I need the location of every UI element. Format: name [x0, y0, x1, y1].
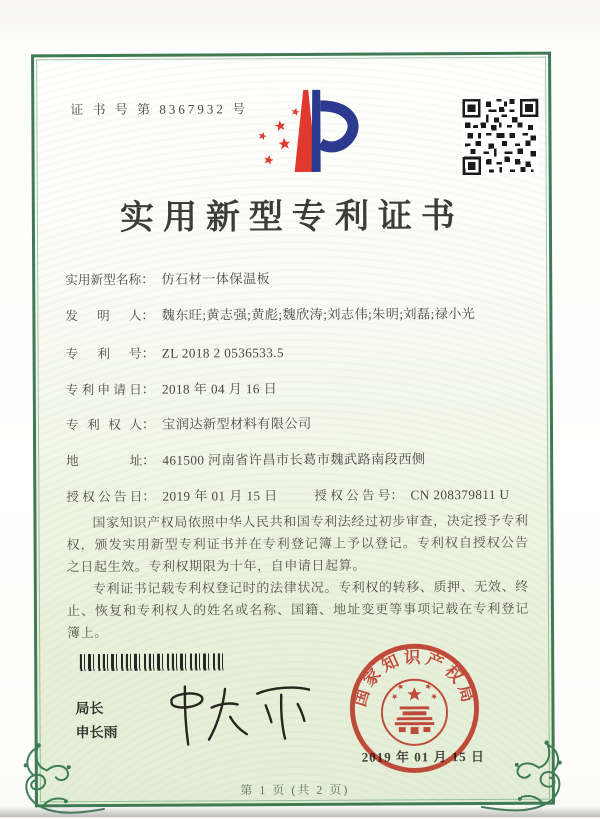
field-row-patentee [66, 412, 546, 435]
field-value: 魏东旺;黄志强;黄彪;魏欣涛;刘志伟;朱明;刘磊;禄小光 [161, 306, 476, 323]
field-row-address [66, 448, 546, 471]
field-label: 专利权人 [65, 417, 143, 433]
field-value: 2019 年 01 月 15 日 [162, 488, 278, 504]
field-value: 461500 河南省许昌市长葛市魏武路南段西侧 [162, 451, 426, 468]
cnipa-logo-icon [248, 76, 373, 183]
seal-date: 2019 年 01 月 15 日 [361, 748, 486, 765]
field-colon: ： [141, 345, 155, 361]
svg-text:国家知识产权局 [350, 648, 479, 709]
field-row-name [65, 267, 545, 290]
page-number: 第 1 页 (共 2 页) [240, 782, 350, 798]
field-row-patent-no [66, 341, 546, 364]
field-value: 2018 年 04 月 16 日 [161, 381, 278, 397]
certificate-body [66, 510, 529, 644]
field-value: 仿石材一体保温板 [161, 271, 271, 287]
field-value: ZL 2018 2 0536533.5 [161, 345, 284, 361]
photo-edge-shadow [0, 806, 600, 817]
certificate-number: 证 书 号 第 8367932 号 [70, 101, 249, 118]
field-label: 实用新型名称 [65, 272, 142, 288]
field-colon: ： [390, 487, 404, 503]
director-name: 申长雨 [75, 725, 118, 742]
field-pair-grant-number [314, 484, 509, 504]
field-label: 授权公告号 [314, 488, 391, 503]
corner-flourish-icon [480, 737, 572, 817]
director-signature-icon [139, 674, 347, 752]
qr-code-icon [462, 99, 538, 175]
body-paragraph-1: 国家知识产权局依照中华人民共和国专利法经过初步审查，决定授予专利权，颁发实用新型专利证书并在专利登记簿上予以登记。专利权自授权公告之日起生效。专利权期限为十年，自申请日起算。 [66, 512, 529, 575]
field-colon: ： [141, 381, 156, 397]
field-colon: ： [142, 452, 156, 468]
field-label: 发明人 [65, 308, 142, 324]
official-seal-icon [345, 639, 484, 778]
certificate-title: 实用新型专利证书 [119, 198, 464, 237]
field-colon: ： [141, 271, 155, 287]
field-row-filing-date [66, 377, 546, 400]
field-row-grant [66, 484, 546, 507]
field-label: 地址 [66, 453, 143, 469]
field-colon: ： [141, 416, 156, 432]
field-colon: ： [141, 307, 155, 323]
field-row-inventors [65, 303, 545, 326]
field-value: 宝润达新型材料有限公司 [162, 415, 312, 432]
field-label: 授权公告日 [66, 489, 143, 505]
field-label: 专利申请日 [65, 382, 142, 398]
certificate-page [31, 52, 555, 808]
director-title: 局长 [75, 701, 104, 718]
seal-text: 国家知识产权局 [350, 647, 479, 709]
field-label: 专利号 [65, 346, 142, 362]
field-colon: ： [142, 488, 156, 504]
field-value: CN 208379811 U [410, 486, 510, 503]
barcode-icon [79, 653, 225, 671]
body-paragraph-2: 专利证书记载专利权登记时的法律状况。专利权的转移、质押、无效、终止、恢复和专利权人的姓名或名称、国籍、地址变更等事项记载在专利登记簿上。 [66, 578, 529, 641]
